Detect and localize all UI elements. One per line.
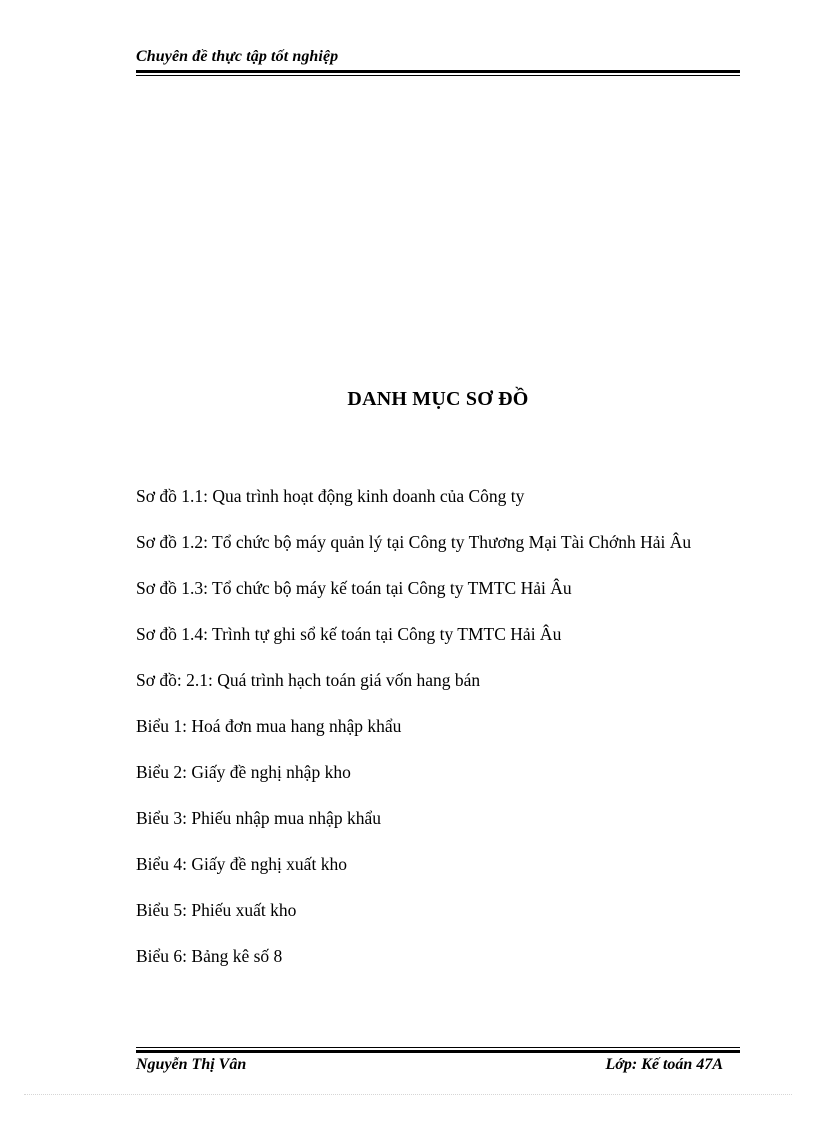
toc-list xyxy=(136,482,740,971)
toc-item-bieu-5: Biểu 5: Phiếu xuất kho xyxy=(136,900,297,920)
toc-item-bieu-2: Biểu 2: Giấy đề nghị nhập kho xyxy=(136,762,351,782)
toc-item-bieu-3: Biểu 3: Phiếu nhập mua nhập khẩu xyxy=(136,808,381,828)
header-rule-thick xyxy=(136,70,740,73)
header-title: Chuyên đề thực tập tốt nghiệp xyxy=(136,48,339,65)
footer-class: Lớp: Kế toán 47A xyxy=(605,1056,723,1073)
toc-item-sodo-1-4: Sơ đồ 1.4: Trình tự ghi sổ kế toán tại Công ty TMTC Hải Âu xyxy=(136,624,562,644)
toc-item-sodo-1-1: Sơ đồ 1.1: Qua trình hoạt động kinh doanh của Công ty xyxy=(136,486,525,506)
header-rule-thin xyxy=(136,75,740,76)
page-title: DANH MỤC SƠ ĐỒ xyxy=(347,388,529,410)
toc-item-bieu-4: Biểu 4: Giấy đề nghị xuất kho xyxy=(136,854,347,874)
footer-rule-thin xyxy=(136,1047,740,1048)
toc-item-sodo-1-3: Sơ đồ 1.3: Tổ chức bộ máy kế toán tại Công ty TMTC Hải Âu xyxy=(136,578,572,598)
footer-rule-thick xyxy=(136,1050,740,1053)
toc-item-sodo-1-2: Sơ đồ 1.2: Tổ chức bộ máy quản lý tại Công ty Thương Mại Tài Chớnh Hải Âu xyxy=(136,532,692,552)
toc-item-sodo-2-1: Sơ đồ: 2.1: Quá trình hạch toán giá vốn hang bán xyxy=(136,670,481,690)
page-edge-divider xyxy=(24,1094,792,1095)
toc-item-bieu-1: Biểu 1: Hoá đơn mua hang nhập khẩu xyxy=(136,716,402,736)
toc-item-bieu-6: Biểu 6: Bảng kê số 8 xyxy=(136,946,283,966)
footer-author: Nguyễn Thị Vân xyxy=(136,1056,247,1073)
